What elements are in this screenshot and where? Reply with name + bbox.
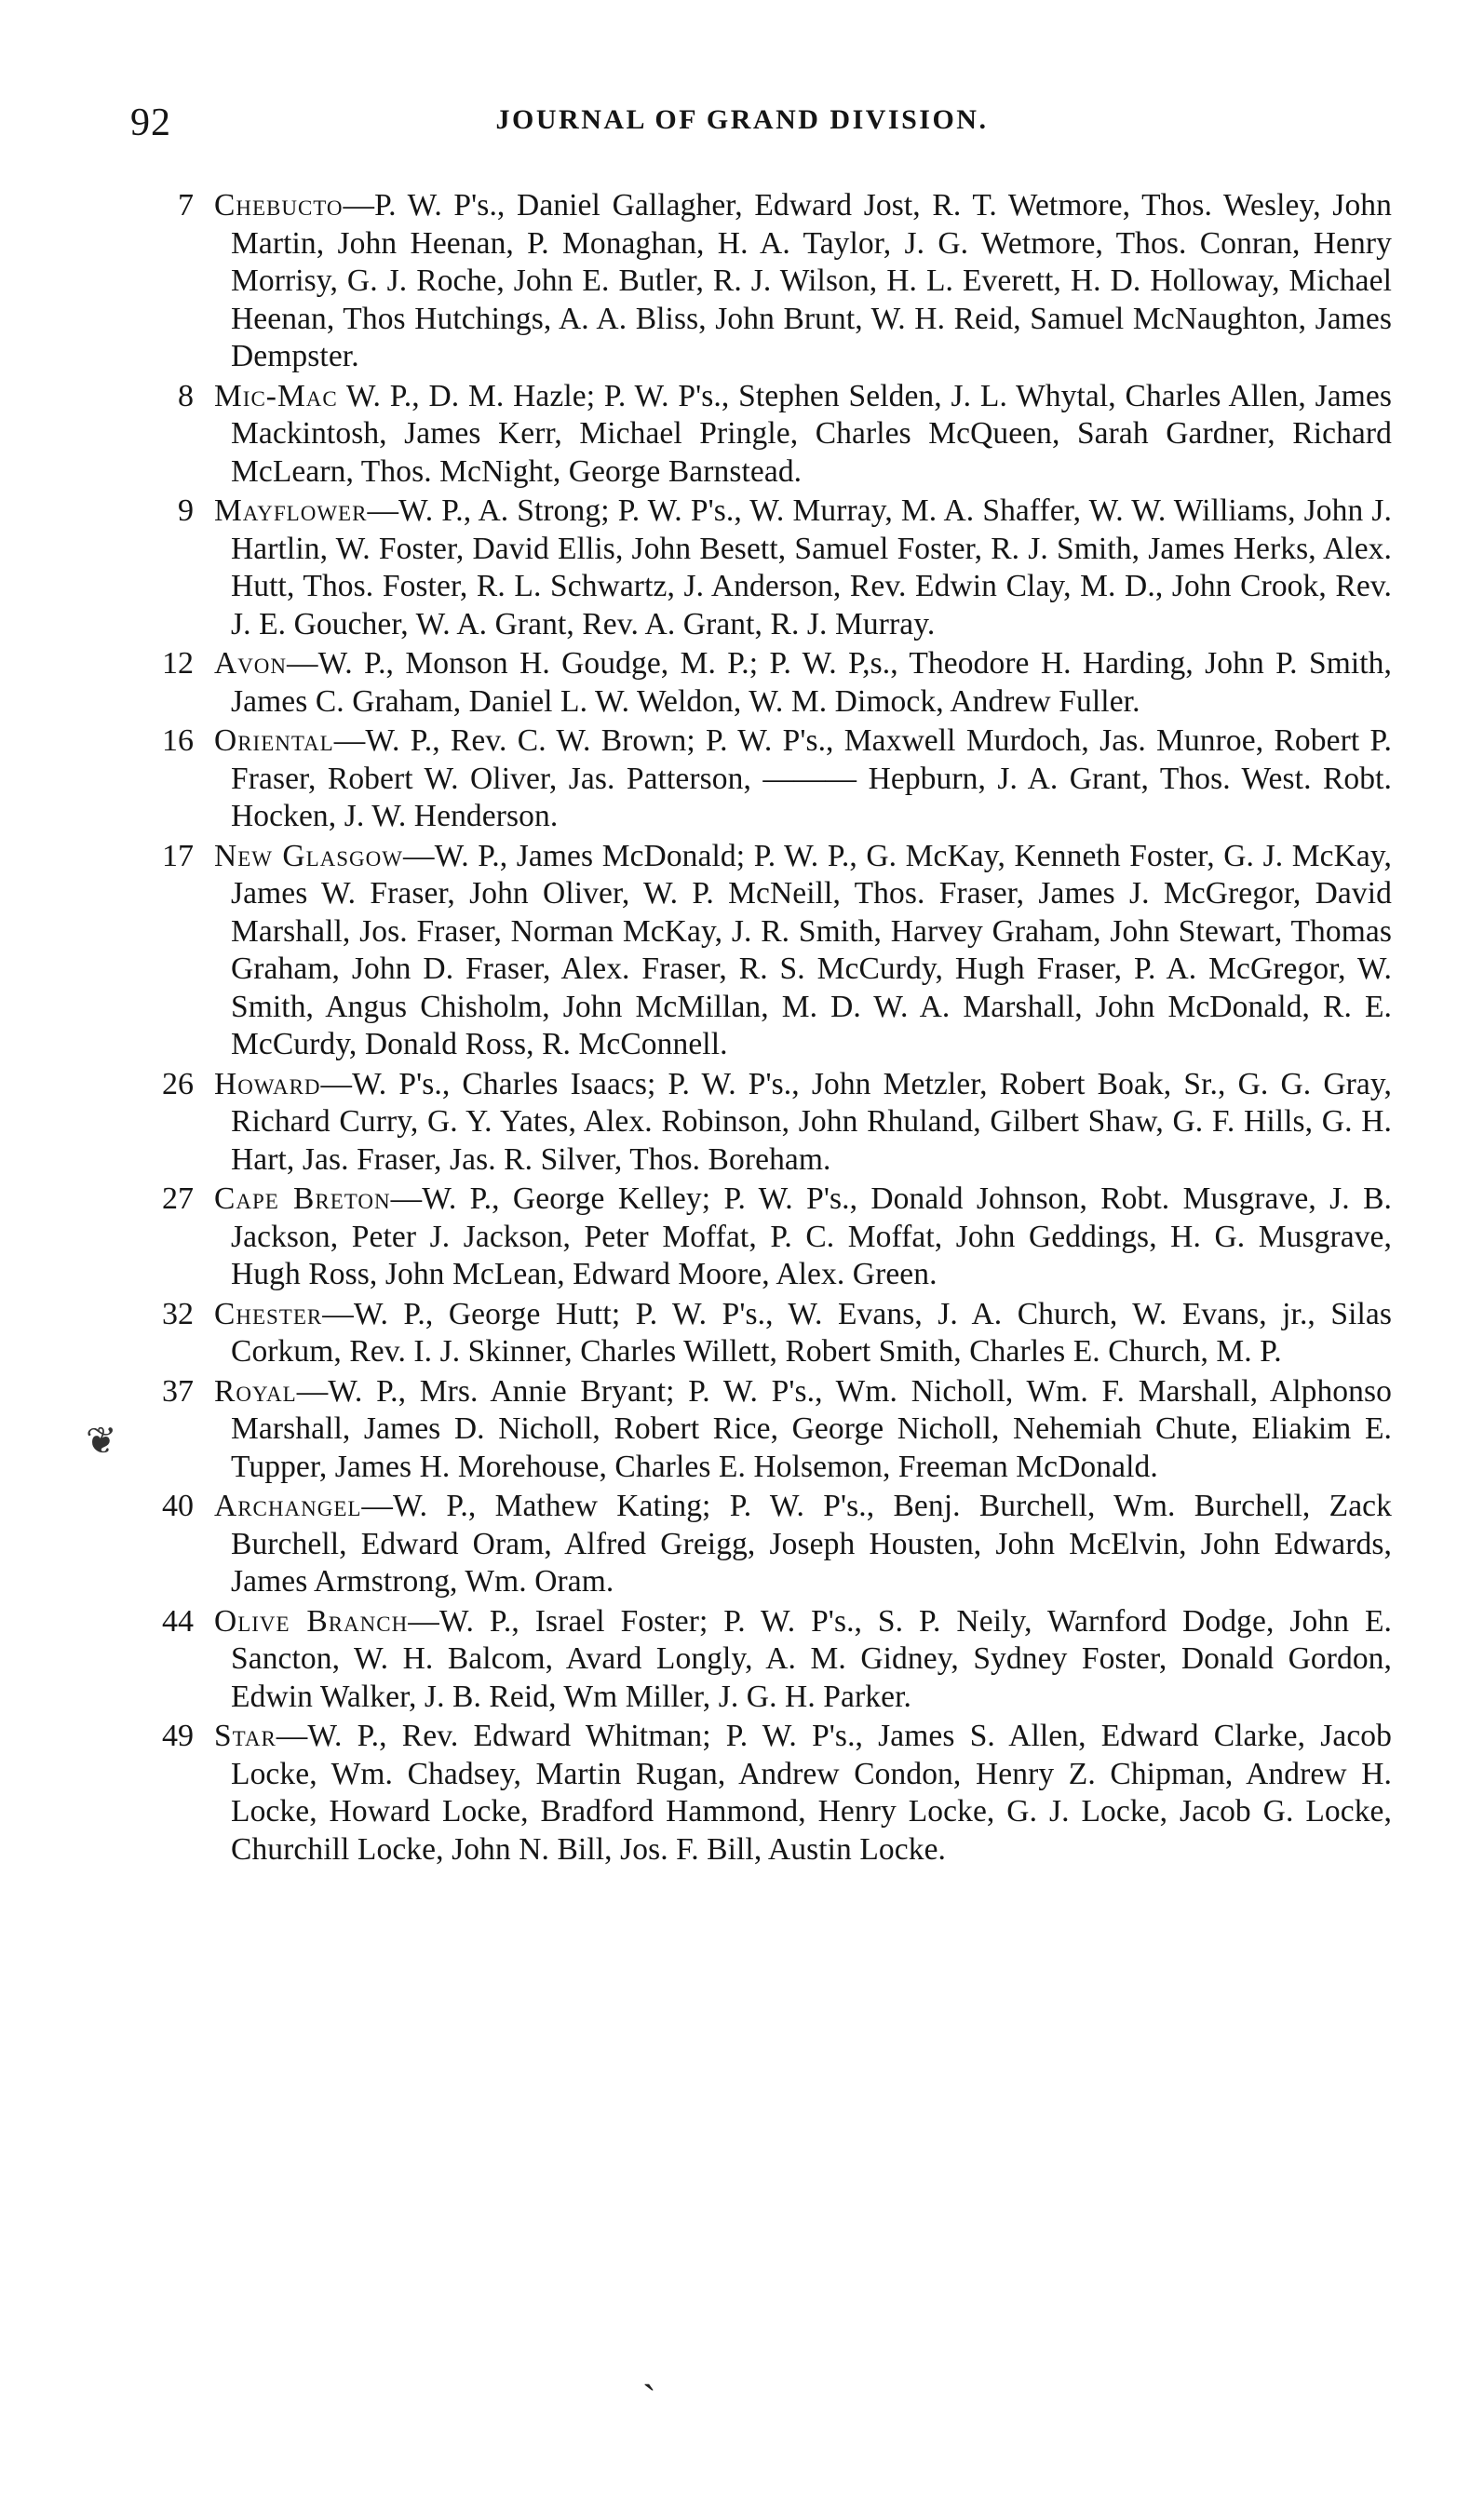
- division-name: Star: [214, 1719, 277, 1753]
- division-name: Mayflower: [214, 493, 368, 528]
- division-name: Oriental: [214, 723, 334, 758]
- officer-list: —W. P., James McDonald; P. W. P., G. McKay, Kenneth Foster, G. J. McKay, James W. Fraser, John Oliver, W. P. McNeill, Thos. Fraser, James J. McGregor, David Marshall, Jos. Fraser, Norman McKay, J. R. Smith, Harvey Graham, John Stewart, Thomas Graham, John D. Fraser, Alex. Fraser, R. S. McCurdy, Hugh Fraser, P. A. McGregor, W. Smith, Angus Chisholm, John McMillan, M. D. W. A. Marshall, John McDonald, R. E. McCurdy, Donald Ross, R. McConnell.: [231, 838, 1392, 1061]
- division-name: Chester: [214, 1296, 323, 1331]
- division-text: [214, 1718, 1392, 1869]
- division-entry: [130, 1603, 1392, 1717]
- officer-list: —W. P., Israel Foster; P. W. P's., S. P. Neily, Warnford Dodge, John E. Sancton, W. H. Balcom, Avard Longly, A. M. Gidney, Sydney Foster, Donald Gordon, Edwin Walker, J. B. Reid, Wm Miller, J. G. H. Parker.: [231, 1603, 1392, 1714]
- division-name: Howard: [214, 1066, 321, 1101]
- printer-ornament-icon: ❦: [86, 1420, 117, 1462]
- division-number: 17: [162, 838, 194, 873]
- division-entry: [130, 1181, 1392, 1294]
- division-text: [214, 838, 1392, 1064]
- division-name: Chebucto: [214, 188, 344, 223]
- division-list: [130, 187, 1392, 1870]
- division-entry: [130, 722, 1392, 836]
- division-entry: [130, 838, 1392, 1064]
- division-text: [214, 493, 1392, 643]
- division-text: [214, 1066, 1392, 1180]
- division-name: Mic-Mac: [214, 378, 338, 413]
- officer-list: —W. P., Monson H. Goudge, M. P.; P. W. P,s., Theodore H. Harding, John P. Smith, James C. Graham, Daniel L. W. Weldon, W. M. Dimock, Andrew Fuller.: [231, 646, 1392, 719]
- division-name: Olive Branch: [214, 1603, 409, 1639]
- division-text: [214, 187, 1392, 376]
- division-entry: [130, 1296, 1392, 1371]
- officer-list: W. P., D. M. Hazle; P. W. P's., Stephen Selden, J. L. Whytal, Charles Allen, James Mackintosh, James Kerr, Michael Pringle, Charles McQueen, Sarah Gardner, Richard McLearn, Thos. McNight, George Barnstead.: [231, 378, 1392, 489]
- division-number: 9: [178, 493, 194, 528]
- division-number: 40: [162, 1489, 194, 1523]
- officer-list: —W. P's., Charles Isaacs; P. W. P's., John Metzler, Robert Boak, Sr., G. G. Gray, Richard Curry, G. Y. Yates, Alex. Robinson, John Rhuland, Gilbert Shaw, G. F. Hills, G. H. Hart, Jas. Fraser, Jas. R. Silver, Thos. Boreham.: [231, 1066, 1392, 1177]
- division-name: Cape Breton: [214, 1181, 391, 1216]
- division-entry: [130, 1488, 1392, 1601]
- division-entry: [130, 1373, 1392, 1487]
- division-text: [214, 1603, 1392, 1717]
- division-name: Archangel: [214, 1489, 362, 1523]
- division-number: 16: [162, 723, 194, 758]
- officer-list: —P. W. P's., Daniel Gallagher, Edward Jost, R. T. Wetmore, Thos. Wesley, John Martin, John Heenan, P. Monaghan, H. A. Taylor, J. G. Wetmore, Thos. Conran, Henry Morrisy, G. J. Roche, John E. Butler, R. J. Wilson, H. L. Everett, H. D. Holloway, Michael Heenan, Thos Hutchings, A. A. Bliss, John Brunt, W. H. Reid, Samuel McNaughton, James Dempster.: [231, 188, 1392, 373]
- division-entry: [130, 378, 1392, 492]
- division-text: [214, 722, 1392, 836]
- officer-list: —W. P., George Hutt; P. W. P's., W. Evans, J. A. Church, W. Evans, jr., Silas Corkum, Rev. I. J. Skinner, Charles Willett, Robert Smith, Charles E. Church, M. P.: [231, 1296, 1392, 1369]
- division-entry: [130, 1718, 1392, 1869]
- officer-list: —W. P., Mathew Kating; P. W. P's., Benj. Burchell, Wm. Burchell, Zack Burchell, Edward Oram, Alfred Greigg, Joseph Housten, John McElvin, John Edwards, James Armstrong, Wm. Oram.: [231, 1489, 1392, 1599]
- division-text: [214, 1373, 1392, 1487]
- division-number: 27: [162, 1181, 194, 1216]
- division-number: 7: [178, 188, 194, 223]
- officer-list: —W. P., Mrs. Annie Bryant; P. W. P's., Wm. Nicholl, Wm. F. Marshall, Alphonso Marshall, James D. Nicholl, Robert Rice, George Nicholl, Nehemiah Chute, Eliakim E. Tupper, James H. Morehouse, Charles E. Holsemon, Freeman McDonald.: [231, 1373, 1392, 1484]
- running-head: JOURNAL OF GRAND DIVISION.: [495, 104, 989, 135]
- officer-list: —W. P., Rev. C. W. Brown; P. W. P's., Maxwell Murdoch, Jas. Munroe, Robert P. Fraser, Robert W. Oliver, Jas. Patterson, ——— Hepburn, J. A. Grant, Thos. West. Robt. Hocken, J. W. Henderson.: [231, 723, 1392, 833]
- division-name: Avon: [214, 646, 288, 681]
- division-number: 37: [162, 1373, 194, 1409]
- division-entry: [130, 493, 1392, 643]
- division-entry: [130, 187, 1392, 376]
- division-text: [214, 378, 1392, 492]
- officer-list: —W. P., Rev. Edward Whitman; P. W. P's., James S. Allen, Edward Clarke, Jacob Locke, Wm. Chadsey, Martin Rugan, Andrew Condon, Henry Z. Chipman, Andrew H. Locke, Howard Locke, Bradford Hammond, Henry Locke, G. J. Locke, Jacob G. Locke, Churchill Locke, John N. Bill, Jos. F. Bill, Austin Locke.: [231, 1719, 1392, 1867]
- division-text: [214, 645, 1392, 721]
- division-number: 12: [162, 646, 194, 681]
- division-entry: [130, 1066, 1392, 1180]
- division-number: 49: [162, 1719, 194, 1753]
- division-name: New Glasgow: [214, 838, 403, 873]
- division-number: 26: [162, 1066, 194, 1101]
- page-number: 92: [130, 101, 171, 144]
- division-name: Royal: [214, 1373, 297, 1409]
- division-number: 32: [162, 1296, 194, 1331]
- officer-list: —W. P., A. Strong; P. W. P's., W. Murray, M. A. Shaffer, W. W. Williams, John J. Hartlin, W. Foster, David Ellis, John Besett, Samuel Foster, R. J. Smith, James Herks, Alex. Hutt, Thos. Foster, R. L. Schwartz, J. Anderson, Rev. Edwin Clay, M. D., John Crook, Rev. J. E. Goucher, W. A. Grant, Rev. A. Grant, R. J. Murray.: [231, 493, 1392, 641]
- division-text: [214, 1181, 1392, 1294]
- division-number: 44: [162, 1603, 194, 1639]
- division-text: [214, 1488, 1392, 1601]
- ink-speck-mark: ˏ: [642, 2345, 656, 2391]
- division-text: [214, 1296, 1392, 1371]
- division-number: 8: [178, 378, 194, 413]
- officer-list: —W. P., George Kelley; P. W. P's., Donald Johnson, Robt. Musgrave, J. B. Jackson, Peter J. Jackson, Peter Moffat, P. C. Moffat, John Geddings, H. G. Musgrave, Hugh Ross, John McLean, Edward Moore, Alex. Green.: [231, 1181, 1392, 1291]
- division-entry: [130, 645, 1392, 721]
